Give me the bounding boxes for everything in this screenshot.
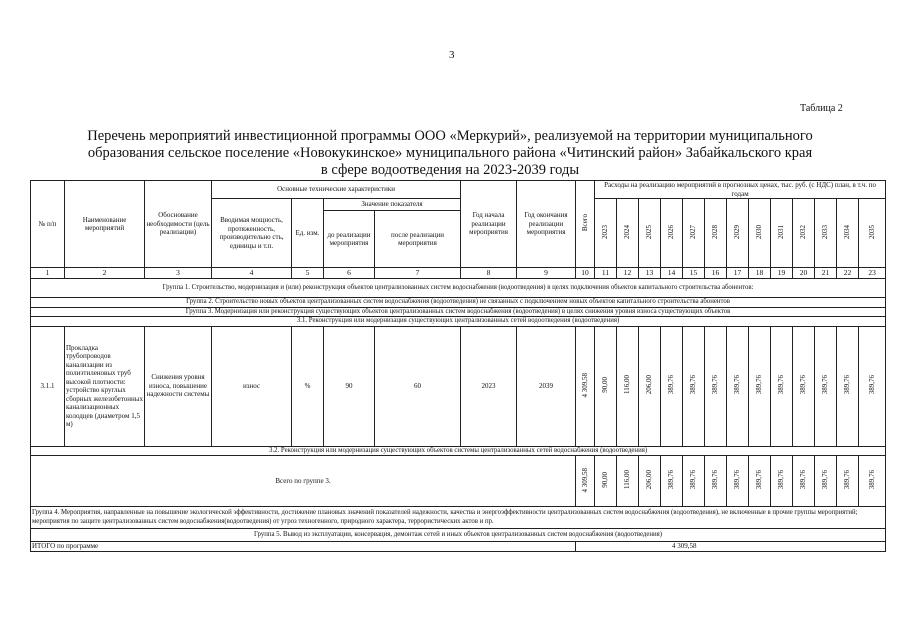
year-header: 2024: [617, 199, 639, 268]
row-value: 206,00: [639, 326, 661, 446]
group-5-row: [31, 529, 886, 542]
row-name: Прокладка трубопроводов канализации из полиэтиленовых труб высокой плотности: устройство круглых сборных железобетонных канализационных колодцев (диаметром 1,5 м): [65, 326, 145, 446]
header-indicator-value: Значение показателя: [324, 199, 461, 211]
group-3-value: 206,00: [639, 456, 661, 507]
year-header: 2023: [595, 199, 617, 268]
group-3-value: 90,00: [595, 456, 617, 507]
group-3-value: 116,00: [617, 456, 639, 507]
col-number: 6: [324, 268, 375, 279]
year-header: 2031: [771, 199, 793, 268]
col-number: 7: [375, 268, 461, 279]
row-value: 389,76: [705, 326, 727, 446]
row-justification: Снижения уровня износа, повышение надежности системы: [145, 326, 212, 446]
header-unit: Ед. изм.: [292, 199, 324, 268]
page-number: 3: [449, 49, 455, 61]
year-header: 2029: [727, 199, 749, 268]
row-value: 389,76: [859, 326, 886, 446]
group-3-row: [31, 307, 886, 317]
year-header: 2027: [683, 199, 705, 268]
header-row-1: [31, 181, 886, 199]
group-2-label: Группа 2. Строительство новых объектов централизованных систем водоснабжения (водоотведения) не связанных с подключением новых объектов капитального строительства абонентов: [31, 298, 886, 308]
row-year-end: 2039: [517, 326, 576, 446]
col-number: 20: [793, 268, 815, 279]
row-value: 389,76: [749, 326, 771, 446]
group-3-value: 389,76: [771, 456, 793, 507]
col-number: 11: [595, 268, 617, 279]
col-number: 8: [461, 268, 517, 279]
group-3-value: 389,76: [859, 456, 886, 507]
title-line-2: образования сельское поселение «Новокукинское» муниципального района «Читинский район» Забайкальского края: [87, 145, 813, 161]
row-after: 60: [375, 326, 461, 446]
group-4-row: [31, 507, 886, 529]
group-3-value: 389,76: [661, 456, 683, 507]
col-number: 15: [683, 268, 705, 279]
header-expenses: Расходы на реализацию мероприятий в прогнозных ценах, тыс. руб. (с НДС) план, в т.ч. по годам: [595, 181, 886, 199]
year-header: 2033: [815, 199, 837, 268]
investment-table: [30, 180, 886, 552]
row-total: 4 309,58: [576, 326, 595, 446]
subgroup-3-2-row: [31, 446, 886, 456]
col-number: 23: [859, 268, 886, 279]
col-number: 13: [639, 268, 661, 279]
row-value: 389,76: [815, 326, 837, 446]
col-number: 18: [749, 268, 771, 279]
table-label: Таблица 2: [800, 103, 843, 114]
document-title: [60, 128, 840, 179]
col-number: 19: [771, 268, 793, 279]
group-3-total-label: Всего по группе 3.: [31, 456, 576, 507]
group-1-label: Группа 1. Строительство, модернизация и (или) реконструкция объектов централизованных систем водоснабжения (водоотведения) в целях подключения объектов капитального строительства абонентов:: [31, 279, 886, 298]
header-total: Всего: [576, 181, 595, 268]
year-header: 2035: [859, 199, 886, 268]
row-capacity: износ: [212, 326, 292, 446]
row-value: 116,00: [617, 326, 639, 446]
header-main-characteristics: Основные технические характеристики: [212, 181, 461, 199]
row-value: 389,76: [771, 326, 793, 446]
group-5-label: Группа 5. Вывод из эксплуатации, консервация, демонтаж сетей и иных объектов централизованных систем водоснабжения (водоотведения): [31, 529, 886, 542]
program-total-row: [31, 542, 886, 552]
subgroup-3-1-row: [31, 317, 886, 327]
group-4-label: Группа 4. Мероприятия, направленные на повышение экологической эффективности, достижение плановых значений показателей надежности, качества и энергоэффективности централизованных систем водоснабжения (водоотведения), не включенные в прочие группы мероприятий; мероприятия по защите централизованных систем водоснабжения(водоотведения) от угроз техногенного, природного характера, террористических актов и пр.: [31, 507, 886, 529]
col-number: 16: [705, 268, 727, 279]
group-2-row: [31, 298, 886, 308]
row-value: 389,76: [837, 326, 859, 446]
col-number: 5: [292, 268, 324, 279]
header-num: № п/п: [31, 181, 65, 268]
year-header: 2025: [639, 199, 661, 268]
program-total-label: ИТОГО по программе: [31, 542, 576, 552]
year-header: 2034: [837, 199, 859, 268]
row-number: 3.1.1: [31, 326, 65, 446]
group-3-value: 389,76: [815, 456, 837, 507]
header-before: до реализации мероприятия: [324, 211, 375, 268]
group-3-total: 4 309,58: [576, 456, 595, 507]
row-value: 389,76: [661, 326, 683, 446]
col-number: 14: [661, 268, 683, 279]
col-number: 21: [815, 268, 837, 279]
row-value: 389,76: [793, 326, 815, 446]
col-number: 12: [617, 268, 639, 279]
title-line-1: Перечень мероприятий инвестиционной программы ООО «Меркурий», реализуемой на территории муниципального: [87, 128, 813, 144]
row-unit: %: [292, 326, 324, 446]
row-year-start: 2023: [461, 326, 517, 446]
group-3-value: 389,76: [683, 456, 705, 507]
header-name: Наименование мероприятий: [65, 181, 145, 268]
year-header: 2028: [705, 199, 727, 268]
col-number: 4: [212, 268, 292, 279]
column-numbers-row: [31, 268, 886, 279]
header-year-end: Год окончания реализации мероприятия: [517, 181, 576, 268]
col-number: 2: [65, 268, 145, 279]
program-total-value: 4 309,58: [576, 542, 886, 552]
header-capacity: Вводимая мощность, протяженность, производительно сть, единицы и т.п.: [212, 199, 292, 268]
row-before: 90: [324, 326, 375, 446]
row-value: 90,00: [595, 326, 617, 446]
col-number: 1: [31, 268, 65, 279]
group-3-total-row: [31, 456, 886, 507]
header-year-start: Год начала реализации мероприятия: [461, 181, 517, 268]
col-number: 3: [145, 268, 212, 279]
header-justification: Обоснование необходимости (цель реализации): [145, 181, 212, 268]
group-3-value: 389,76: [793, 456, 815, 507]
subgroup-3-2-label: 3.2. Реконструкция или модернизация существующих объектов системы централизованных сетей водоснабжения (водоотведения): [31, 446, 886, 456]
group-3-value: 389,76: [837, 456, 859, 507]
row-value: 389,76: [683, 326, 705, 446]
year-header: 2032: [793, 199, 815, 268]
year-header: 2026: [661, 199, 683, 268]
title-line-3: в сфере водоотведения на 2023-2039 годы: [320, 162, 580, 178]
col-number: 22: [837, 268, 859, 279]
group-3-label: Группа 3. Модернизация или реконструкция существующих объектов централизованных систем водоснабжения (водоотведения) в целях снижения уровня износа существующих объектов: [31, 307, 886, 317]
header-after: после реализации мероприятия: [375, 211, 461, 268]
col-number: 17: [727, 268, 749, 279]
year-header: 2030: [749, 199, 771, 268]
group-3-value: 389,76: [727, 456, 749, 507]
subgroup-3-1-label: 3.1. Реконструкция или модернизация существующих централизованных сетей водоотведения (водоотведения): [31, 317, 886, 327]
table-row: [31, 326, 886, 446]
col-number: 10: [576, 268, 595, 279]
group-1-row: [31, 279, 886, 298]
row-value: 389,76: [727, 326, 749, 446]
col-number: 9: [517, 268, 576, 279]
group-3-value: 389,76: [749, 456, 771, 507]
group-3-value: 389,76: [705, 456, 727, 507]
